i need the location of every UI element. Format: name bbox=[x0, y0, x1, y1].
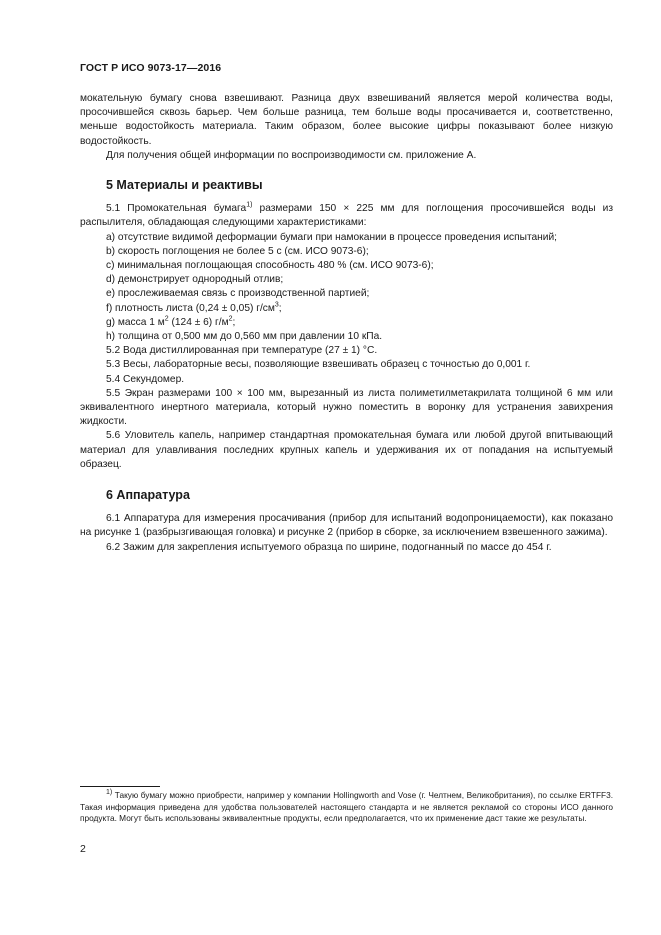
superscript: 2 bbox=[228, 315, 233, 323]
clause-5-1 bbox=[80, 202, 613, 230]
clause-5-3: 5.3 Весы, лабораторные весы, позволяющие взвешивать образец с точностью до 0,001 г. bbox=[106, 359, 531, 371]
list-item-g-text-cont: (124 ± 6) г/м bbox=[168, 316, 229, 328]
list-item: c) минимальная поглощающая способность 480 % (см. ИСО 9073-6); bbox=[106, 260, 434, 272]
footnote-divider bbox=[80, 786, 160, 787]
intro-paragraph: мокательную бумагу снова взвешивают. Разница двух взвешиваний является мерой количества воды, просочившейся сквозь барьер. Чем больше разница, тем больше воды просачивается и, соответственно, меньше водостойкость материала. Таким образом, более высокие цифры показывают более низкую водостойкость. bbox=[80, 93, 613, 147]
clause-5-4: 5.4 Секундомер. bbox=[106, 373, 185, 385]
list-item: a) отсутствие видимой деформации бумаги при намокании в процессе проведения испытаний; bbox=[106, 231, 557, 243]
section-6-heading: 6 Аппаратура bbox=[106, 488, 190, 503]
section-5-heading: 5 Материалы и реактивы bbox=[106, 178, 263, 193]
list-item-f bbox=[80, 302, 613, 316]
page-number: 2 bbox=[80, 843, 86, 855]
footnote-marker: 1) bbox=[106, 789, 113, 797]
clause-5-6: 5.6 Уловитель капель, например стандартная промокательная бумага или любой другой впитывающий материал для улавливания последних крупных капель и удерживания их от попадания на испытуемый образец. bbox=[80, 430, 613, 470]
clause-5-5: 5.5 Экран размерами 100 × 100 мм, вырезанный из листа полиметилметакрилата толщиной 6 мм или эквивалентного инертного материала, который нужно поместить в воронку для устранения завихрения жидкости. bbox=[80, 387, 613, 428]
footnote-ref: 1) bbox=[246, 201, 253, 209]
document-body bbox=[80, 92, 613, 555]
superscript: 2 bbox=[164, 315, 169, 323]
list-item-f-end: ; bbox=[278, 302, 282, 314]
list-item-g-end: ; bbox=[232, 316, 236, 328]
document-header: ГОСТ Р ИСО 9073-17—2016 bbox=[80, 62, 222, 74]
clause-6-2: 6.2 Зажим для закрепления испытуемого образца по ширине, подогнанный по массе до 454 г. bbox=[106, 541, 552, 553]
footnote bbox=[80, 790, 613, 825]
footnote-text bbox=[80, 790, 613, 825]
list-item-g-text: g) масса 1 м bbox=[106, 316, 165, 328]
intro-reference: Для получения общей информации по воспроизводимости см. приложение А. bbox=[106, 149, 477, 161]
footnote-body: Такую бумагу можно приобрести, например у компании Hollingworth and Vose (г. Челтнем, Великобритания), по ссылке ERTFF3. Такая информация приведена для удобства пользователей настоящего стандарта и не является рекламой со стороны ИСО данного продукта. Могут быть использованы эквивалентные продукты, если предполагается, что их применение даст такие же результаты. bbox=[80, 790, 613, 824]
clause-5-1-text: 5.1 Промокательная бумага bbox=[106, 203, 247, 215]
list-item: d) демонстрирует однородный отлив; bbox=[106, 274, 284, 286]
list-item-f-text: f) плотность листа (0,24 ± 0,05) г/см bbox=[106, 302, 275, 314]
clause-5-2: 5.2 Вода дистиллированная при температуре (27 ± 1) °С. bbox=[106, 345, 378, 357]
superscript: 3 bbox=[274, 301, 279, 309]
clause-6-1: 6.1 Аппаратура для измерения просачивания (прибор для испытаний водопроницаемости), как показано на рисунке 1 (разбрызгивающая головка) и рисунке 2 (прибор в сборке, за исключением взвешенного зажима). bbox=[80, 513, 613, 539]
list-item: e) прослеживаемая связь с производственной партией; bbox=[106, 288, 370, 300]
list-item-g bbox=[80, 316, 613, 330]
list-item: h) толщина от 0,500 мм до 0,560 мм при давлении 10 кПа. bbox=[106, 331, 383, 343]
clause-5-1-text-cont: размерами 150 × 225 мм для поглощения просочившейся воды из распылителя, обладающая следующими характеристиками: bbox=[80, 203, 613, 229]
list-item: b) скорость поглощения не более 5 с (см. ИСО 9073-6); bbox=[106, 245, 369, 257]
